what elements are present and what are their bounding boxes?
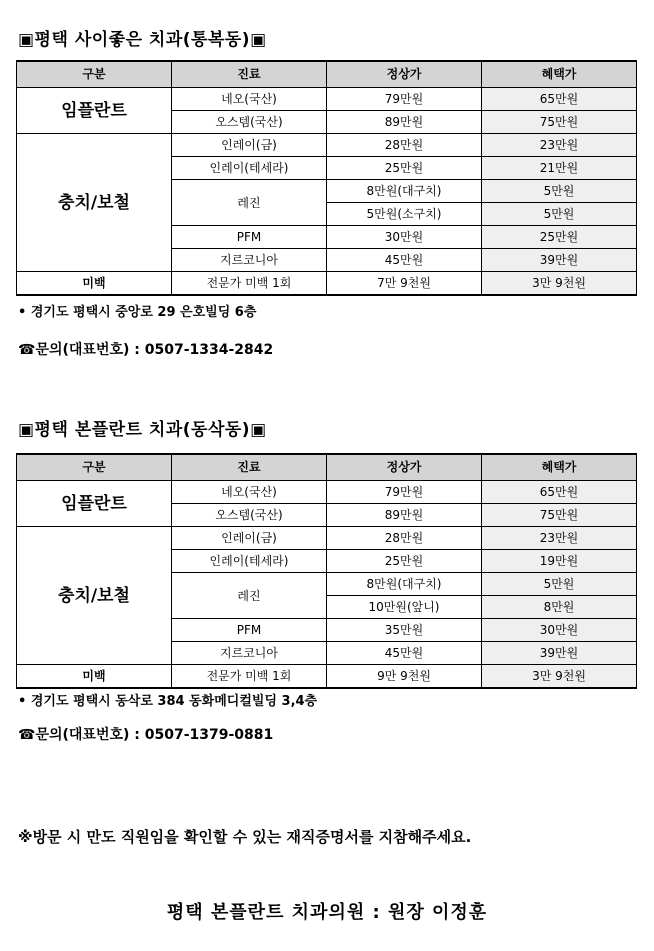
treatment-cell: 레진 [172, 573, 327, 619]
column-header: 혜택가 [482, 454, 637, 481]
column-header: 진료 [172, 454, 327, 481]
normal-price-cell: 28만원 [327, 134, 482, 157]
treatment-cell: 인레이(금) [172, 134, 327, 157]
notice-text: ※방문 시 만도 직원임을 확인할 수 있는 재직증명서를 지참해주세요. [18, 828, 472, 846]
normal-price-cell: 45만원 [327, 249, 482, 272]
column-header: 혜택가 [482, 61, 637, 88]
treatment-cell: 레진 [172, 180, 327, 226]
category-cell: 임플란트 [17, 88, 172, 134]
price-table [16, 60, 637, 296]
benefit-price-cell: 3만 9천원 [482, 272, 637, 296]
normal-price-cell: 89만원 [327, 504, 482, 527]
telephone-icon: ☎ [18, 727, 36, 743]
column-header: 구분 [17, 61, 172, 88]
normal-price-cell: 89만원 [327, 111, 482, 134]
category-cell: 충치/보철 [17, 134, 172, 272]
normal-price-cell: 30만원 [327, 226, 482, 249]
category-cell: 임플란트 [17, 481, 172, 527]
benefit-price-cell: 5만원 [482, 573, 637, 596]
table-row [17, 665, 637, 689]
benefit-price-cell: 23만원 [482, 134, 637, 157]
category-cell: 충치/보철 [17, 527, 172, 665]
table-row [17, 527, 637, 550]
category-cell: 미백 [17, 272, 172, 296]
treatment-cell: 인레이(테세라) [172, 157, 327, 180]
clinic-address: • 경기도 평택시 중앙로 29 은호빌딩 6층 [18, 305, 257, 320]
treatment-cell: PFM [172, 619, 327, 642]
treatment-cell: 인레이(금) [172, 527, 327, 550]
normal-price-cell: 28만원 [327, 527, 482, 550]
table-row [17, 88, 637, 111]
treatment-cell: 전문가 미백 1회 [172, 272, 327, 296]
treatment-cell: 오스템(국산) [172, 504, 327, 527]
phone-text: 문의(대표번호) : 0507-1379-0881 [35, 727, 274, 743]
column-header: 구분 [17, 454, 172, 481]
benefit-price-cell: 23만원 [482, 527, 637, 550]
treatment-cell: 오스템(국산) [172, 111, 327, 134]
telephone-icon: ☎ [18, 342, 36, 358]
benefit-price-cell: 19만원 [482, 550, 637, 573]
benefit-price-cell: 75만원 [482, 111, 637, 134]
table-row [17, 272, 637, 296]
table-header-row [17, 454, 637, 481]
treatment-cell: 네오(국산) [172, 481, 327, 504]
normal-price-cell: 25만원 [327, 550, 482, 573]
normal-price-cell: 5만원(소구치) [327, 203, 482, 226]
benefit-price-cell: 5만원 [482, 203, 637, 226]
benefit-price-cell: 21만원 [482, 157, 637, 180]
clinic-phone [18, 339, 273, 359]
normal-price-cell: 9만 9천원 [327, 665, 482, 689]
benefit-price-cell: 65만원 [482, 88, 637, 111]
category-cell: 미백 [17, 665, 172, 689]
footer-signature: 평택 본플란트 치과의원 : 원장 이정훈 [166, 902, 488, 923]
treatment-cell: 전문가 미백 1회 [172, 665, 327, 689]
benefit-price-cell: 5만원 [482, 180, 637, 203]
normal-price-cell: 10만원(앞니) [327, 596, 482, 619]
treatment-cell: 네오(국산) [172, 88, 327, 111]
normal-price-cell: 79만원 [327, 481, 482, 504]
benefit-price-cell: 39만원 [482, 642, 637, 665]
table-header-row [17, 61, 637, 88]
benefit-price-cell: 25만원 [482, 226, 637, 249]
normal-price-cell: 7만 9천원 [327, 272, 482, 296]
phone-text: 문의(대표번호) : 0507-1334-2842 [35, 342, 274, 358]
price-table [16, 453, 637, 689]
normal-price-cell: 25만원 [327, 157, 482, 180]
normal-price-cell: 35만원 [327, 619, 482, 642]
column-header: 정상가 [327, 454, 482, 481]
clinic-address: • 경기도 평택시 동삭로 384 동화메디컬빌딩 3,4층 [18, 694, 318, 709]
clinic-title: ▣평택 본플란트 치과(동삭동)▣ [18, 420, 267, 440]
normal-price-cell: 79만원 [327, 88, 482, 111]
normal-price-cell: 8만원(대구치) [327, 180, 482, 203]
column-header: 정상가 [327, 61, 482, 88]
column-header: 진료 [172, 61, 327, 88]
table-row [17, 134, 637, 157]
treatment-cell: PFM [172, 226, 327, 249]
normal-price-cell: 45만원 [327, 642, 482, 665]
benefit-price-cell: 3만 9천원 [482, 665, 637, 689]
benefit-price-cell: 65만원 [482, 481, 637, 504]
treatment-cell: 지르코니아 [172, 249, 327, 272]
normal-price-cell: 8만원(대구치) [327, 573, 482, 596]
benefit-price-cell: 75만원 [482, 504, 637, 527]
benefit-price-cell: 39만원 [482, 249, 637, 272]
table-row [17, 481, 637, 504]
clinic-title: ▣평택 사이좋은 치과(통복동)▣ [18, 30, 267, 50]
benefit-price-cell: 8만원 [482, 596, 637, 619]
benefit-price-cell: 30만원 [482, 619, 637, 642]
treatment-cell: 지르코니아 [172, 642, 327, 665]
treatment-cell: 인레이(테세라) [172, 550, 327, 573]
clinic-phone [18, 724, 273, 744]
